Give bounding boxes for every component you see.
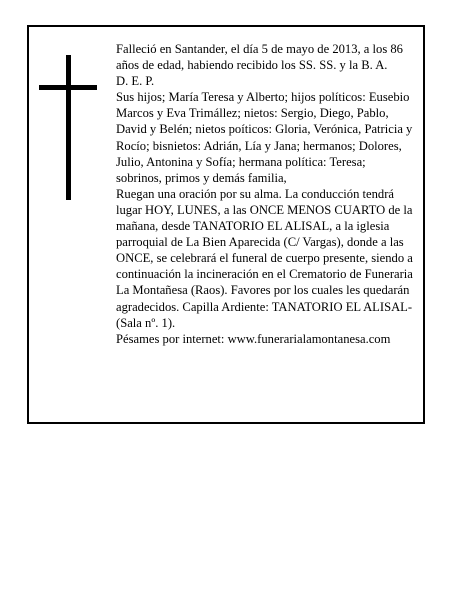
rest-in-peace: D. E. P. [116,74,155,89]
cross-icon [39,55,97,200]
online-condolences: Pésames por internet: www.funerarialamontanesa.com [116,331,391,346]
obituary-notice [27,25,425,424]
death-announcement: Falleció en Santander, el día 5 de mayo de 2013, a los 86 años de edad, habiendo recibido los SS. SS. y la B. A. [116,42,403,73]
family-members: Sus hijos; María Teresa y Alberto; hijos políticos: Eusebio Marcos y Eva Trimállez; nietos: Sergio, Diego, Pablo, David y Belén; nietos poíticos: Gloria, Verónica, Patricia y Rocío; bisnietos: Adrián, Lía y Jana; hermanos; Dolores, Julio, Antonina y Sofía; hermana política: Teresa; sobrinos, primos y demás familia, [116,90,413,185]
obituary-text [116,41,414,347]
funeral-details: Ruegan una oración por su alma. La conducción tendrá lugar HOY, LUNES, a las ONCE MENOS CUARTO de la mañana, desde TANATORIO EL ALISAL, a la iglesia parroquial de La Bien Aparecida (C/ Vargas), donde a las ONCE, se celebrará el funeral de cuerpo presente, siendo a continuación la incineración en el Crematorio de Funeraria La Montañesa (Raos). Favores por los cuales les quedarán agradecidos. Capilla Ardiente: TANATORIO EL ALISAL-(Sala nº. 1). [116,186,413,330]
cross-vertical-bar [66,55,71,200]
cross-horizontal-bar [39,85,97,90]
